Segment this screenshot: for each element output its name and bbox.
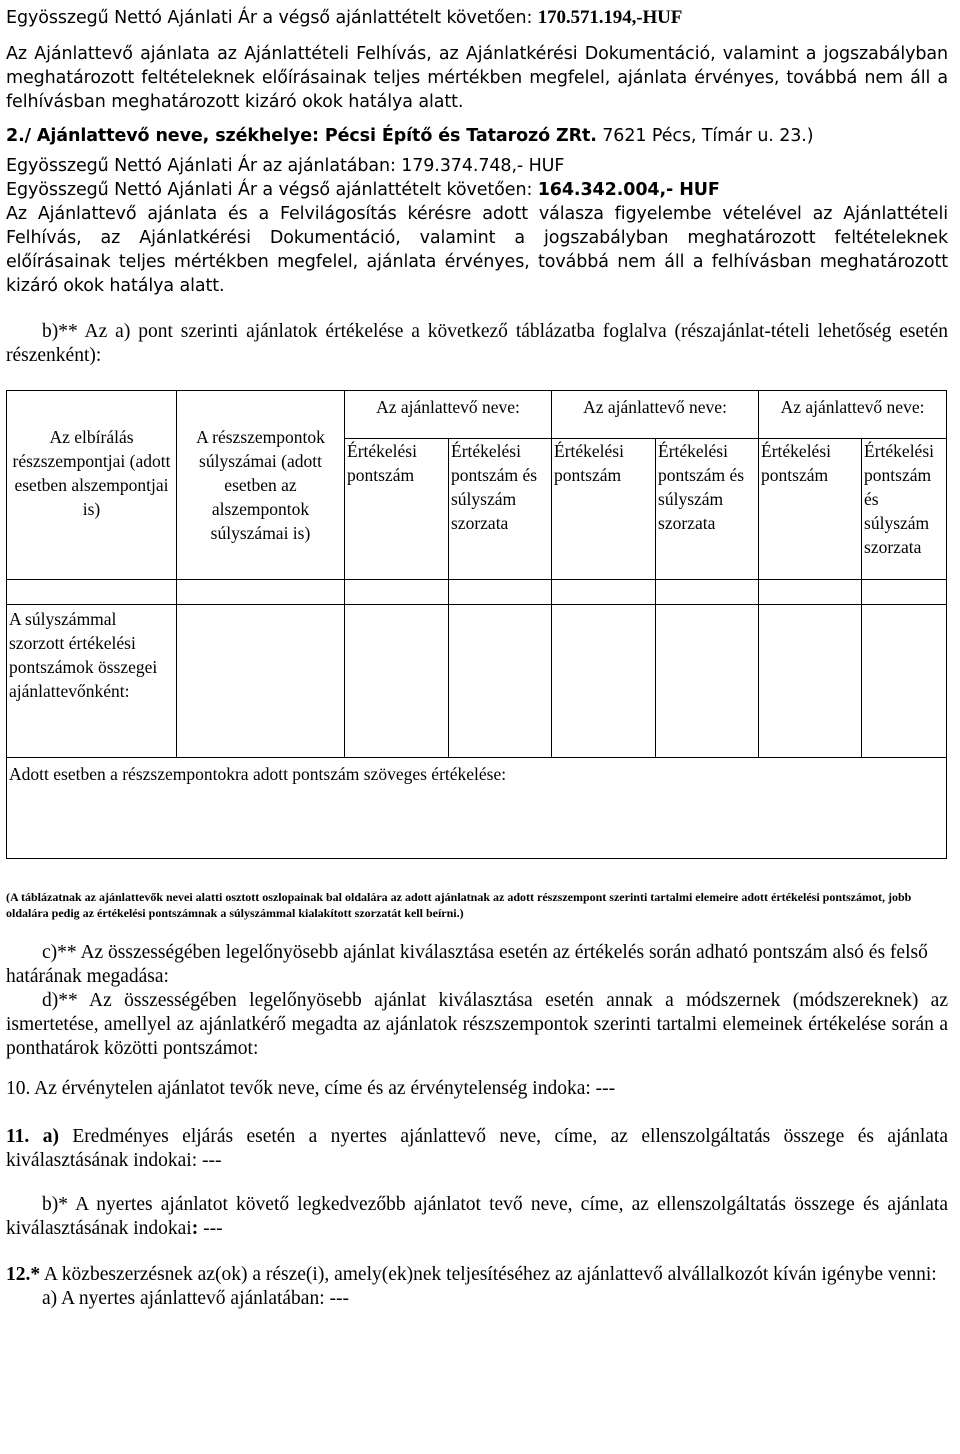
table-cell bbox=[7, 580, 177, 605]
table-text-eval-row bbox=[7, 758, 947, 859]
weighted-header: Értékelési pontszám és súlyszám szorzata bbox=[658, 440, 745, 533]
weighted-header: Értékelési pontszám és súlyszám szorzata bbox=[864, 440, 934, 557]
table-cell bbox=[552, 605, 656, 758]
table-cell bbox=[862, 580, 947, 605]
section-11a-number: 11. a) bbox=[6, 1126, 59, 1147]
table-cell bbox=[552, 580, 656, 605]
section-12-number: 12.* bbox=[6, 1264, 41, 1285]
bidder-name-cell-1 bbox=[345, 391, 552, 439]
section-11a-text: Eredményes eljárás esetén a nyertes ajánlattevő neve, címe, az ellenszolgáltatás összege és ajánlata kiválasztásának indokai: --- bbox=[6, 1126, 948, 1171]
bidder1-block bbox=[6, 6, 948, 114]
score-header: Értékelési pontszám bbox=[347, 440, 417, 485]
table-cell bbox=[177, 580, 345, 605]
section-11b-dashes: --- bbox=[198, 1218, 223, 1239]
section-c-text: c)** Az összességében legelőnyösebb ajánlat kiválasztása esetén az értékelés során adható pontszám alsó és felső határának megadása: bbox=[6, 942, 928, 987]
final-price-label: Egyösszegű Nettó Ajánlati Ár a végső ajánlattételt követően: bbox=[6, 8, 538, 28]
weighted-header-cell bbox=[862, 438, 947, 579]
section-12a-text: a) A nyertes ajánlattevő ajánlatában: --- bbox=[42, 1288, 349, 1309]
table-cell bbox=[449, 605, 552, 758]
score-header: Értékelési pontszám bbox=[554, 440, 624, 485]
criteria-header: Az elbírálás részszempontjai (adott esetben alszempontjai is) bbox=[12, 427, 171, 519]
section-12-text: A közbeszerzésnek az(ok) a része(i), amely(ek)nek teljesítéséhez az ajánlattevő alvállalkozót kíván igénybe venni: bbox=[40, 1264, 937, 1285]
document-page bbox=[6, 4, 948, 1311]
table-cell bbox=[656, 605, 759, 758]
sum-label: A súlyszámmal szorzott értékelési pontszámok összegei ajánlattevőnként: bbox=[9, 609, 158, 701]
table-sum-row bbox=[7, 605, 947, 758]
table-cell bbox=[656, 580, 759, 605]
section-10-text: 10. Az érvénytelen ajánlatot tevők neve, címe és az érvénytelenség indoka: --- bbox=[6, 1078, 616, 1099]
section-11b bbox=[6, 1193, 948, 1241]
weighted-header-cell bbox=[449, 438, 552, 579]
section-11b-text: b)* A nyertes ajánlatot követő legkedvezőbb ajánlatot tevő neve, címe, az ellenszolgáltatás összege és ajánlata kiválasztásának indokai bbox=[6, 1194, 948, 1239]
section-b-text: b)** Az a) pont szerinti ajánlatok értékelése a következő táblázatba foglalva (részajánlat-tételi lehetőség esetén részenként): bbox=[6, 321, 948, 366]
bidder1-final-price bbox=[6, 6, 948, 30]
section-11b-colon: : bbox=[191, 1218, 199, 1239]
bidder-name-label: Az ajánlattevő neve: bbox=[780, 397, 925, 417]
bidder1-validity-paragraph: Az Ajánlattevő ajánlata az Ajánlattételi Felhívás, az Ajánlatkérési Dokumentáció, valamint a jogszabályban meghatározott feltételeknek előírásainak teljes mértékben megfelel, ajánlata érvényes, továbbá nem áll a felhívásban meghatározott kizáró okok hatálya alatt. bbox=[6, 44, 948, 112]
table-cell bbox=[862, 605, 947, 758]
table-footnote: (A táblázatnak az ajánlattevők nevei alatti osztott oszlopainak bal oldalára az adott ajánlatnak az adott részszempont szerinti tartalmi elemeire adott értékelési pontszámot, jobb oldalára pedig az értékelési pontszámnak a súlyszámmal kialakított szorzatát kell beírni.) bbox=[6, 890, 912, 920]
bidder2-offer-price: Egyösszegű Nettó Ajánlati Ár az ajánlatában: 179.374.748,- HUF bbox=[6, 156, 565, 176]
table-cell bbox=[345, 605, 449, 758]
final-price-value: 170.571.194,-HUF bbox=[537, 7, 683, 28]
bidder2-name: 2./ Ajánlattevő neve, székhelye: Pécsi Építő és Tatarozó ZRt. bbox=[6, 126, 597, 146]
bidder2-final-price bbox=[6, 178, 948, 202]
section-11a bbox=[6, 1125, 948, 1173]
evaluation-table bbox=[6, 390, 947, 859]
section-d-text: d)** Az összességében legelőnyösebb ajánlat kiválasztása esetén annak a módszernek (módszereknek) az ismertetése, amellyel az ajánlatkérő megadta az ajánlatok részszempontok szerinti tartalmi elemeinek értékelése során a ponthatárok közötti pontszámot: bbox=[6, 990, 948, 1059]
bidder2-validity-paragraph: Az Ajánlattevő ajánlata és a Felvilágosítás kérésre adott válasza figyelembe vételével az Ajánlattételi Felhívás, az Ajánlatkérési Dokumentáció, valamint a jogszabályban meghatározott feltételeknek előírásainak teljes mértékben megfelel, ajánlata érvényes, továbbá nem áll a felhívásban meghatározott kizáró okok hatálya alatt. bbox=[6, 204, 948, 296]
bidder2-address: 7621 Pécs, Tímár u. 23.) bbox=[596, 126, 814, 146]
text-eval-cell bbox=[7, 758, 947, 859]
score-header-cell bbox=[759, 438, 862, 579]
text-eval-label: Adott esetben a részszempontokra adott pontszám szöveges értékelése: bbox=[9, 764, 507, 784]
table-empty-row bbox=[7, 580, 947, 605]
score-header-cell bbox=[345, 438, 449, 579]
sum-label-cell bbox=[7, 605, 177, 758]
criteria-header-cell bbox=[7, 391, 177, 580]
table-cell bbox=[759, 580, 862, 605]
bidder-name-cell-2 bbox=[552, 391, 759, 439]
section-12 bbox=[6, 1263, 948, 1287]
table-cell bbox=[345, 580, 449, 605]
table-cell bbox=[759, 605, 862, 758]
bidder2-heading bbox=[6, 124, 948, 148]
bidder-name-cell-3 bbox=[759, 391, 947, 439]
weights-header: A részszempontok súlyszámai (adott esetben az alszempontok súlyszámai is) bbox=[196, 427, 325, 543]
weighted-header-cell bbox=[656, 438, 759, 579]
weights-header-cell bbox=[177, 391, 345, 580]
score-header-cell bbox=[552, 438, 656, 579]
final-price-value: 164.342.004,- HUF bbox=[537, 180, 720, 200]
final-price-label: Egyösszegű Nettó Ajánlati Ár a végső ajánlattételt követően: bbox=[6, 180, 538, 200]
table-cell bbox=[449, 580, 552, 605]
bidder-name-label: Az ajánlattevő neve: bbox=[376, 397, 520, 417]
weighted-header: Értékelési pontszám és súlyszám szorzata bbox=[451, 440, 538, 533]
table-header-row bbox=[7, 391, 947, 439]
bidder-name-label: Az ajánlattevő neve: bbox=[583, 397, 727, 417]
bidder2-block bbox=[6, 124, 948, 298]
score-header: Értékelési pontszám bbox=[761, 440, 831, 485]
table-cell bbox=[177, 605, 345, 758]
